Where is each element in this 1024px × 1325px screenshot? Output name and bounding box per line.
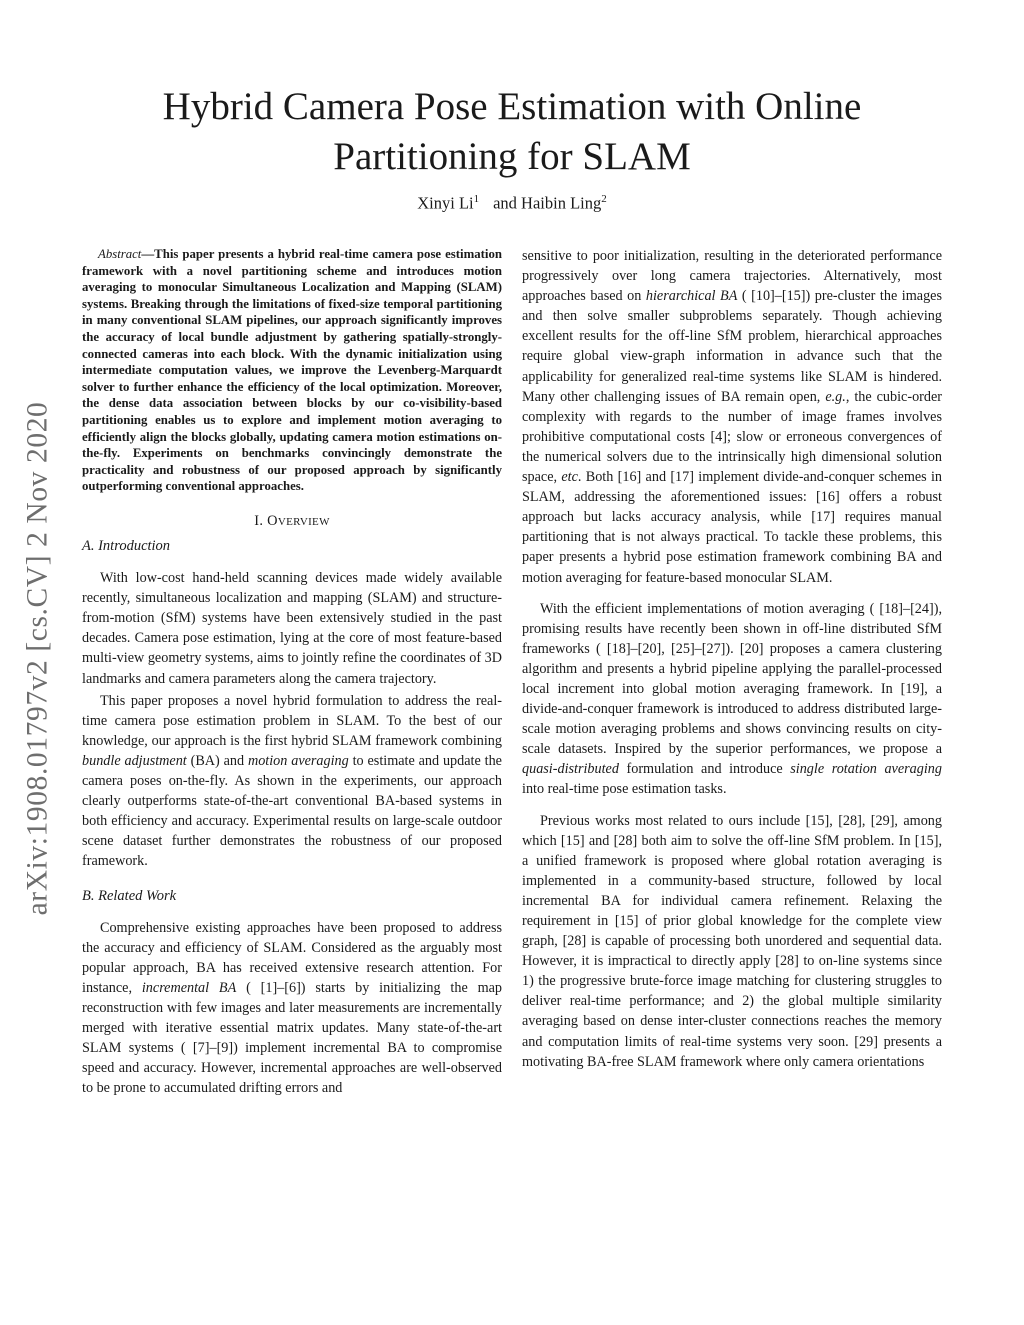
abstract-text: —This paper presents a hybrid real-time camera pose estimation framework with a novel partitioning scheme and introduces motion averaging to monocular Simultaneous Localization and Mapping (SLAM) systems. Breaking through the limitations of fixed-size temporal partitioning in many conventional SLAM pipelines, our approach significantly improves the accuracy of local bundle adjustment by gathering spatially-strongly-connected cameras into each block. With the dynamic initialization using intermediate computation values, we improve the Levenberg-Marquardt solver to further enhance the efficiency of the local optimization. Moreover, the dense data association between blocks by our co-visibility-based partitioning enables us to explore and implement motion averaging to efficiently align the blocks globally, updating camera motion estimations on-the-fly. Experiments on benchmarks convincingly demonstrate the practicality and robustness of our proposed approach by significantly outperforming conventional approaches. bbox=[82, 247, 502, 494]
author-2: and Haibin Ling bbox=[493, 193, 602, 213]
arxiv-identifier: arXiv:1908.01797v2 [cs.CV] 2 Nov 2020 bbox=[21, 401, 54, 916]
author-2-affiliation: 2 bbox=[601, 193, 607, 205]
paper-title: Hybrid Camera Pose Estimation with Online Partitioning for SLAM bbox=[162, 85, 862, 178]
intro-paragraph-2: This paper proposes a novel hybrid formulation to address the real-time camera pose estimation problem in SLAM. To the best of our knowledge, our approach is the first hybrid SLAM framework combining bundle adjustment (BA) and motion averaging to estimate and update the camera poses on-the-fly. As shown in the experiments, our approach clearly outperforms state-of-the-art conventional BA-based systems in both efficiency and accuracy. Experimental results on large-scale outdoor scene dataset further demonstrates the robustness of our proposed framework. bbox=[82, 692, 502, 870]
subsection-related-work: B. Related Work bbox=[82, 887, 177, 904]
subsection-introduction: A. Introduction bbox=[82, 538, 171, 554]
body-paragraph-continued: sensitive to poor initialization, resulting in the deteriorated performance progressively over long camera trajectories. Alternatively, most approaches based on hierarchical BA ( [10]–[15]) pre-cluster the images and then solve smaller subproblems separately. Though achieving excellent results for the off-line SfM problem, hierarchical approaches require global view-graph information in advance such that the applicability for generalized real-time systems like SLAM is hindered. Many other challenging issues of BA remain open, e.g., the cubic-order complexity with regards to the number of image frames involves prohibitive computational costs [4]; slow or erroneous convergences of the numerical solvers due to the intrinsically high dimensional solution space, etc. Both [16] and [17] implement divide-and-conquer schemes in SLAM, addressing the aforementioned issues: [16] offers a robust approach but lacks accuracy analysis, while [17] requires manual partitioning that is not always practical. To tackle these problems, this paper presents a hybrid pose estimation framework combining BA and motion averaging for feature-based monocular SLAM. bbox=[522, 248, 943, 586]
right-column bbox=[522, 246, 942, 1072]
motion-averaging-paragraph: With the efficient implementations of motion averaging ( [18]–[24]), promising results have recently been shown in off-line distributed SfM frameworks ( [18]–[20], [25]–[27]). [20] proposes a camera clustering algorithm and presents a hybrid pipeline applying the parallel-processed local increment into global motion averaging framework. In [19], a divide-and-conquer framework is introduced to address distributed large-scale motion averaging problems and shows convincing results on city-scale datasets. Inspired by the superior performances, we propose a quasi-distributed formulation and introduce single rotation averaging into real-time pose estimation tasks. bbox=[522, 600, 942, 798]
left-column bbox=[82, 246, 502, 1098]
previous-works-paragraph: Previous works most related to ours include [15], [28], [29], among which [15] and [28] both aim to solve the off-line SfM problem. In [15], a unified framework is proposed where global rotation averaging is implemented in a community-based structure, followed by local incremental BA for individual camera refinement. Relaxing the requirement in [15] of prior global knowledge for the complete view graph, [28] is capable of processing both unordered and sequential data. However, it is impractical to directly apply [28] to on-line systems since 1) the progressive brute-force image matching for clustering struggles to deliver real-time performance; and 2) the global multiple similarity averaging based on dense inter-cluster connections reaches the memory and computation limits of real-time systems very soon. [29] presents a motivating BA-free SLAM framework where only camera orientations bbox=[522, 812, 942, 1070]
author-line bbox=[112, 193, 912, 214]
section-heading-overview: I. OVERVIEW bbox=[254, 512, 330, 529]
abstract bbox=[82, 246, 502, 495]
intro-paragraph-1: With low-cost hand-held scanning devices made widely available recently, simultaneous localization and mapping (SLAM) and structure-from-motion (SfM) systems have been extensively studied in the past decades. Camera pose estimation, lying at the core of most feature-based multi-view geometry systems, aims to jointly refine the coordinates of 3D landmarks and camera parameters along the camera trajectory. bbox=[82, 570, 502, 687]
author-1-affiliation: 1 bbox=[473, 193, 480, 205]
related-work-paragraph-1: Comprehensive existing approaches have been proposed to address the accuracy and efficiency of SLAM. Considered as the arguably most popular approach, BA has received extensive research attention. For instance, incremental BA ( [1]–[6]) starts by initializing the map reconstruction with few images and later measurements are incrementally merged with iterative essential matrix updates. Many state-of-the-art SLAM systems ( [7]–[9]) implement incremental BA to compromise speed and accuracy. However, incremental approaches are well-observed to be prone to accumulated drifting errors and bbox=[82, 919, 503, 1097]
author-1: Xinyi Li bbox=[417, 193, 474, 213]
abstract-label: Abstract bbox=[98, 247, 142, 261]
